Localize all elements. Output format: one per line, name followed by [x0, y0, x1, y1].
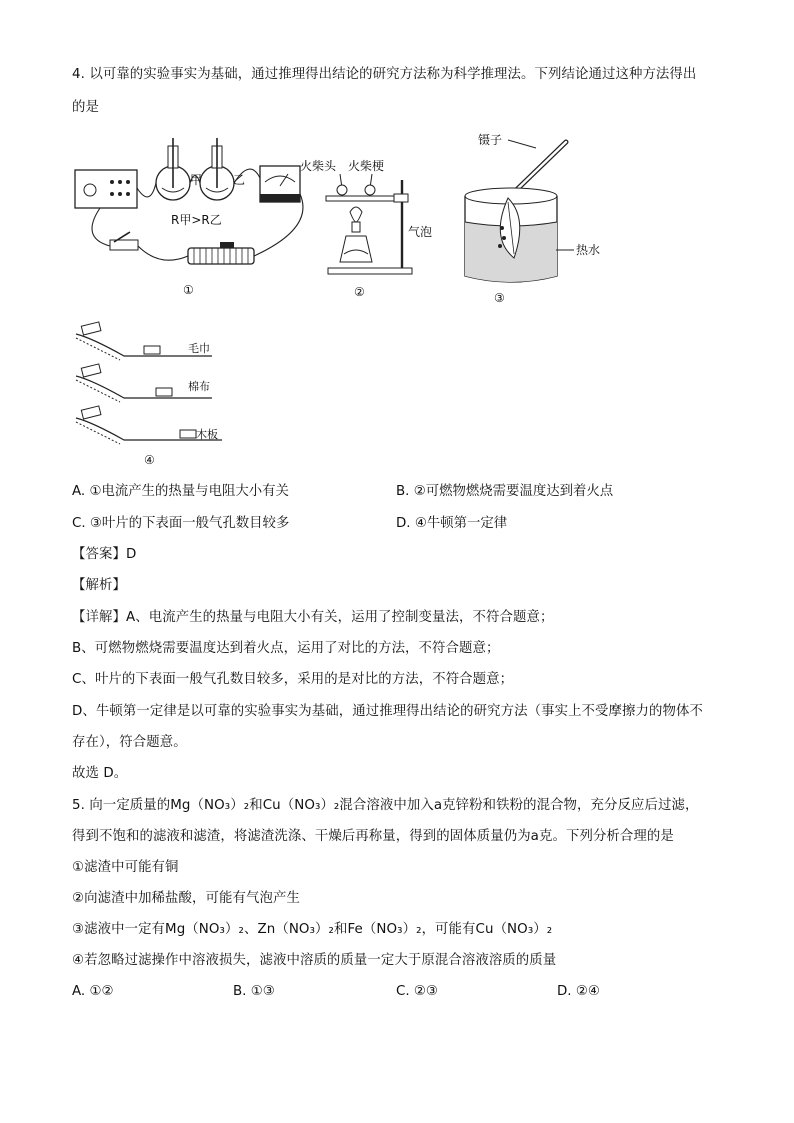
- ramp-cotton: [76, 364, 212, 402]
- label-match-head: 火柴头: [300, 159, 337, 173]
- detail-a-text: A、电流产生的热量与电阻大小有关，运用了控制变量法，不符合题意；: [125, 610, 554, 625]
- q5-option-a: A. ①②: [72, 984, 114, 999]
- q5-stem-line1: 5. 向一定质量的Mg（NO₃）₂和Cu（NO₃）₂混合溶液中加入a克锌粉和铁粉的混合物，充分反应后过滤，: [72, 798, 699, 813]
- q4-detail-c: C、叶片的下表面一般气孔数目较多，采用的是对比的方法，不符合题意；: [72, 672, 514, 687]
- q4-stem-line2: 的是: [72, 100, 99, 115]
- q5-stem-line2: 得到不饱和的滤液和滤渣，将滤渣洗涤、干燥后再称量，得到的固体质量仍为a克。下列分析合理的是: [72, 829, 674, 844]
- label-wood: 木板: [196, 428, 218, 441]
- q5-item-1: ①滤渣中可能有铜: [72, 860, 179, 875]
- figure-2-combustion: [300, 150, 420, 298]
- q4-answer: 【答案】D: [72, 547, 137, 562]
- label-tweezers: 镊子: [478, 133, 503, 147]
- detail-tag: 【详解】: [72, 610, 126, 625]
- label-yi: 乙: [233, 173, 246, 187]
- q4-option-b: B. ②可燃物燃烧需要温度达到着火点: [396, 484, 614, 499]
- q4-analysis-title: 【解析】: [72, 578, 126, 593]
- figure-3-leaf: [408, 128, 601, 306]
- q4-conclusion: 故选 D。: [72, 766, 128, 781]
- q4-option-c: C. ③叶片的下表面一般气孔数目较多: [72, 516, 290, 531]
- q5-option-c: C. ②③: [396, 984, 438, 999]
- label-resistance: R甲>R乙: [171, 213, 222, 227]
- q4-option-d: D. ④牛顿第一定律: [396, 516, 508, 531]
- q5-option-b: B. ①③: [233, 984, 275, 999]
- q4-detail-b: B、可燃物燃烧需要温度达到着火点，运用了对比的方法，不符合题意；: [72, 641, 500, 656]
- ramp-towel: [76, 322, 212, 360]
- label-jia: 甲: [190, 173, 203, 187]
- q4-detail-a: [72, 609, 553, 627]
- figure-1-circuit: [70, 138, 315, 298]
- label-hot-water: 热水: [576, 243, 601, 257]
- fig4-number: ④: [144, 453, 155, 467]
- figure-4-ramps: [72, 318, 262, 470]
- label-cotton: 棉布: [188, 380, 210, 393]
- label-bubble: 气泡: [408, 225, 433, 239]
- q5-item-3: ③滤液中一定有Mg（NO₃）₂、Zn（NO₃）₂和Fe（NO₃）₂，可能有Cu（NO₃）₂: [72, 922, 553, 937]
- q5-option-d: D. ②④: [557, 984, 600, 999]
- ramp-wood: [76, 406, 222, 444]
- fig3-number: ③: [494, 291, 505, 305]
- q4-detail-d-line1: D、牛顿第一定律是以可靠的实验事实为基础，通过推理得出结论的研究方法（事实上不受摩擦力的物体不: [72, 704, 703, 719]
- q4-detail-d-line2: 存在），符合题意。: [72, 735, 187, 750]
- q4-stem-line1: 4. 以可靠的实验事实为基础，通过推理得出结论的研究方法称为科学推理法。下列结论通过这种方法得出: [72, 67, 697, 82]
- label-towel: 毛巾: [188, 342, 210, 355]
- fig2-number: ②: [354, 285, 365, 299]
- q5-item-4: ④若忽略过滤操作中溶液损失，滤液中溶质的质量一定大于原混合溶液溶质的质量: [72, 953, 557, 968]
- fig1-number: ①: [183, 283, 194, 297]
- q4-option-a: A. ①电流产生的热量与电阻大小有关: [72, 484, 289, 499]
- q5-item-2: ②向滤渣中加稀盐酸，可能有气泡产生: [72, 891, 300, 906]
- label-match-stick: 火柴梗: [348, 159, 385, 173]
